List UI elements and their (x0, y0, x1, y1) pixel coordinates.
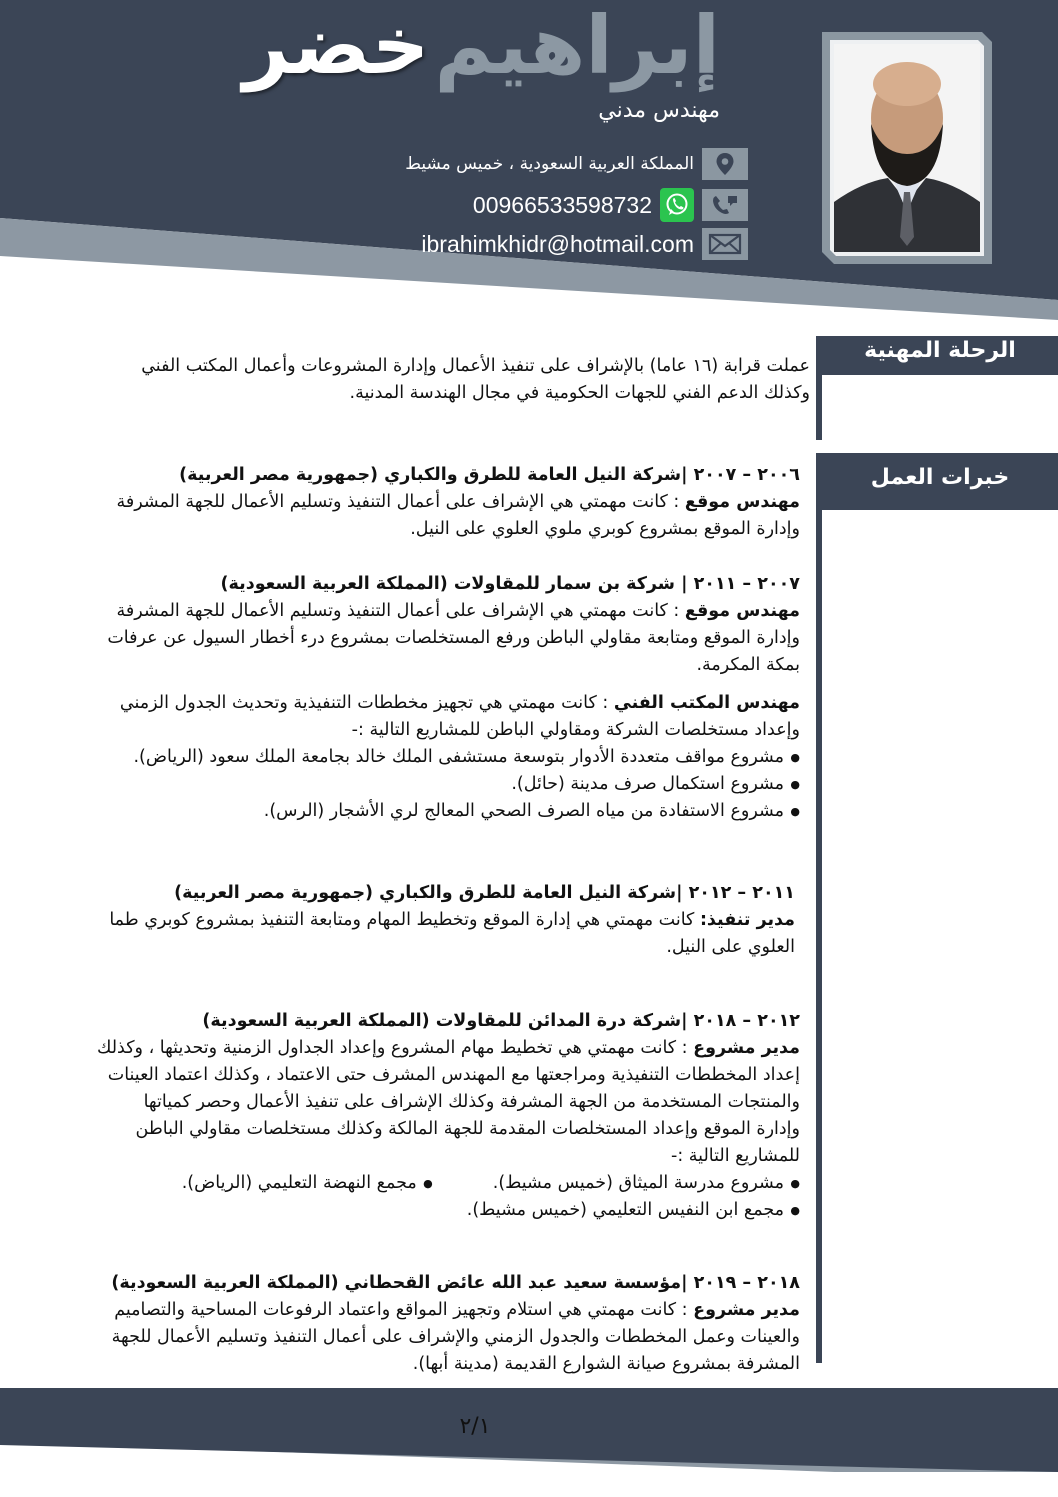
job-line: والمنتجات المستخدمة من الجهة المشرفة وكذلك الإشراف على تنفيذ الأعمال وحصر كمياتها (143, 1092, 800, 1112)
job-heading: ٢٠٠٧ – ٢٠١١ | شركة بن سمار للمقاولات (المملكة العربية السعودية) (220, 574, 800, 594)
job-line: إعداد المخططات التنفيذية ومراجعتها مع المهندس المشرف حتى الاعتماد ، وكذلك اعتماد العينات (107, 1065, 800, 1085)
footer-bottom (0, 1472, 1058, 1497)
job-heading: ٢٠١١ – ٢٠١٢ |شركة النيل العامة للطرق والكباري (جمهورية مصر العربية) (174, 883, 795, 903)
job-line: بمكة المكرمة. (696, 655, 800, 675)
job-entry-1 (20, 462, 800, 543)
first-name: إبراهيم (434, 0, 720, 92)
job-role: مهندس المكتب الفني (613, 693, 800, 713)
career-summary (20, 353, 810, 407)
job-role: مدير تنفيذ: (699, 910, 795, 930)
experience-section-panel (822, 510, 1058, 1363)
job-role: مدير مشروع (693, 1038, 800, 1058)
location-pin-icon (702, 148, 748, 180)
project-list (20, 1170, 800, 1197)
summary-line-2: وكذلك الدعم الفني للجهات الحكومية في مجال الهندسة المدنية. (349, 383, 810, 403)
job-line: العلوي على النيل. (666, 937, 795, 957)
job-line: : كانت مهمتي هي الإشراف على أعمال التنفيذ وتسليم الأعمال للجهة المشرفة (116, 492, 685, 512)
project-list (20, 744, 800, 825)
job-line: كانت مهمتي هي إدارة الموقع وتخطيط المهام ومتابعة التنفيذ بمشروع كوبري طما (109, 910, 700, 930)
experience-section-heading: خبرات العمل (870, 465, 1010, 490)
job-entry-4 (20, 1008, 800, 1224)
job-line: المشرفة بمشروع صيانة الشوارع القديمة (مدينة أبها). (412, 1354, 800, 1374)
job-role: مهندس موقع (684, 492, 800, 512)
phone-icon (702, 189, 748, 221)
job-line: وإعداد مستخلصات الشركة ومقاولي الباطن للمشاريع التالية :- (351, 720, 800, 740)
summary-line-1: عملت قرابة (١٦ عاما) بالإشراف على تنفيذ الأعمال وإدارة المشروعات وأعمال المكتب الفني (141, 356, 810, 376)
whatsapp-icon (660, 188, 694, 222)
contact-email (421, 228, 748, 260)
job-role: مدير مشروع (693, 1300, 800, 1320)
list-item: ● مشروع مواقف متعددة الأدوار بتوسعة مستشفى الملك خالد بجامعة الملك سعود (الرياض). (20, 744, 800, 771)
career-section-heading: الرحلة المهنية (864, 338, 1016, 363)
job-line: : كانت مهمتي هي الإشراف على أعمال التنفيذ وتسليم الأعمال للجهة المشرفة (116, 601, 685, 621)
phone-number[interactable]: 00966533598732 (472, 191, 652, 218)
last-name: خضر (243, 0, 430, 92)
contact-location (405, 148, 748, 180)
profile-photo (822, 32, 992, 264)
job-entry-5 (20, 1270, 800, 1378)
job-line: للمشاريع التالية :- (671, 1146, 800, 1166)
job-line: وإدارة الموقع ومتابعة مقاولي الباطن ورفع المستخلصات بمشروع درء أخطار السيول عن عرفات (107, 628, 800, 648)
job-entry-3 (20, 880, 795, 961)
job-heading: ٢٠١٨ – ٢٠١٩ |مؤسسة سعيد عبد الله عائض القحطاني (المملكة العربية السعودية) (111, 1273, 800, 1293)
job-role: مهندس موقع (684, 601, 800, 621)
job-heading: ٢٠١٢ – ٢٠١٨ |شركة درة المدائن للمقاولات (المملكة العربية السعودية) (202, 1011, 800, 1031)
job-line: والعينات وعمل المخططات والجدول الزمني والإشراف على أعمال التنفيذ وتسليم الأعمال للجهة (111, 1327, 800, 1347)
career-section-panel (822, 375, 1058, 440)
email-address[interactable]: ibrahimkhidr@hotmail.com (421, 230, 694, 257)
list-item: ● مجمع ابن النفيس التعليمي (خميس مشيط). (20, 1197, 800, 1224)
list-item: ● مجمع النهضة التعليمي (الرياض). (182, 1170, 433, 1197)
mail-icon (702, 228, 748, 260)
full-name (243, 2, 720, 90)
location-text: المملكة العربية السعودية ، خميس مشيط (405, 154, 694, 174)
list-item: ● مشروع استكمال صرف مدينة (حائل). (20, 771, 800, 798)
job-line: : كانت مهمتي هي تخطيط مهام المشروع وإعداد الجداول الزمنية وتحديثها ، وكذلك (96, 1038, 694, 1058)
job-line: وإدارة الموقع بمشروع كوبري ملوي العلوي على النيل. (410, 519, 800, 539)
list-item: ● مشروع مدرسة الميثاق (خميس مشيط). (493, 1170, 800, 1197)
job-title: مهندس مدني (598, 98, 720, 123)
job-line: : كانت مهمتي هي استلام وتجهيز المواقع واعتماد الرفوعات المساحية والتصاميم (114, 1300, 694, 1320)
project-list (20, 1197, 800, 1224)
job-entry-2 (20, 571, 800, 825)
job-line: وإدارة الموقع وإعداد المستخلصات المقدمة للجهة المالكة وكذلك مستخلصات مقاولي الباطن (135, 1119, 800, 1139)
job-heading: ٢٠٠٦ – ٢٠٠٧ |شركة النيل العامة للطرق والكباري (جمهورية مصر العربية) (179, 465, 800, 485)
contact-phone (473, 188, 748, 222)
list-item: ● مشروع الاستفادة من مياه الصرف الصحي المعالج لري الأشجار (الرس). (20, 798, 800, 825)
job-line: : كانت مهمتي هي تجهيز مخططات التنفيذية وتحديث الجدول الزمني (119, 693, 614, 713)
page-number: ٢/١ (459, 1414, 491, 1439)
